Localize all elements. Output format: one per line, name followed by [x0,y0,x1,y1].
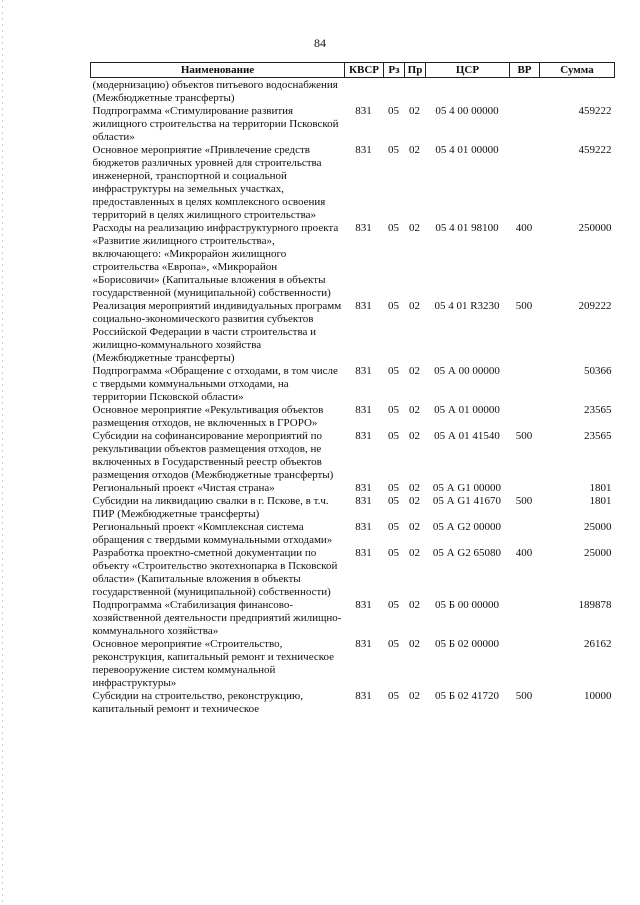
cell-sum: 26162 [584,638,612,650]
table-row [91,430,615,482]
cell-pr: 02 [409,404,420,416]
cell-kvsr: 831 [355,690,372,702]
cell-rz: 05 [388,222,399,234]
cell-rz: 05 [388,105,399,117]
cell-kvsr: 831 [355,547,372,559]
cell-pr: 02 [409,105,420,117]
cell-name: Региональный проект «Чистая страна» [92,482,275,494]
cell-vr: 400 [515,547,533,559]
header-name: Наименование [91,63,345,78]
cell-vr [510,599,540,638]
cell-vr [510,365,540,404]
table-row [91,690,615,716]
cell-csr: 05 4 01 00000 [435,144,499,156]
cell-pr: 02 [409,638,420,650]
table-row [91,105,615,144]
cell-rz: 05 [388,599,399,611]
cell-pr: 02 [409,690,420,702]
table-row [91,222,615,300]
cell-name: Основное мероприятие «Привлечение средств бюджетов различных уровней для строительства инженерной, транспортной и социальной инфраструктуры на земельных участках, предоставленных в целях комплексного освоения территорий в целях жилищного строительства» [92,144,326,221]
header-vr: ВР [510,63,540,78]
cell-vr [510,404,540,430]
cell-kvsr: 831 [355,638,372,650]
cell-rz: 05 [388,365,399,377]
cell-rz: 05 [388,638,399,650]
cell-kvsr [345,78,384,106]
cell-pr: 02 [409,547,420,559]
header-pr: Пр [405,63,426,78]
cell-kvsr: 831 [355,482,372,494]
cell-kvsr: 831 [355,430,372,442]
cell-vr [510,105,540,144]
cell-name: Подпрограмма «Стабилизация финансово-хозяйственной деятельности предприятий жилищно-коммунального хозяйства» [92,599,342,637]
header-sum: Сумма [540,63,615,78]
cell-sum: 250000 [578,222,612,234]
cell-name: Реализация мероприятий индивидуальных программ социально-экономического развития субъектов Российской Федерации в части строительства и жилищно-коммунального хозяйства (Межбюджетные трансферты) [92,300,342,364]
cell-sum: 209222 [578,300,612,312]
cell-vr [510,521,540,547]
cell-name: Субсидии на ликвидацию свалки в г. Пскове, в т.ч. ПИР (Межбюджетные трансферты) [92,495,329,520]
cell-pr: 02 [409,495,420,507]
page-number: 84 [314,36,326,50]
cell-csr: 05 А G1 00000 [432,482,502,494]
table-row [91,365,615,404]
cell-sum: 23565 [584,430,612,442]
cell-name: (модернизацию) объектов питьевого водоснабжения (Межбюджетные трансферты) [92,79,338,104]
cell-vr [510,78,540,106]
cell-kvsr: 831 [355,300,372,312]
cell-csr [426,78,510,106]
table-row [91,404,615,430]
cell-name: Субсидии на строительство, реконструкцию, капитальный ремонт и техническое [92,690,303,715]
cell-name: Подпрограмма «Стимулирование развития жилищного строительства на территории Псковской области» [92,105,339,143]
cell-name: Субсидии на софинансирование мероприятий по рекультивации объектов размещения отходов, не включенных в Государственный реестр объектов размещения отходов (Межбюджетные трансферты) [92,430,334,481]
table-row [91,300,615,365]
cell-csr: 05 А G2 65080 [432,547,502,559]
cell-vr: 500 [515,495,533,507]
cell-kvsr: 831 [355,365,372,377]
cell-pr: 02 [409,430,420,442]
cell-kvsr: 831 [355,599,372,611]
cell-vr: 500 [515,430,533,442]
cell-sum: 25000 [584,547,612,559]
cell-sum: 1801 [589,495,612,507]
table-row [91,144,615,222]
cell-rz: 05 [388,690,399,702]
cell-pr: 02 [409,482,420,494]
table-body [91,78,615,717]
cell-sum: 459222 [578,144,612,156]
table-row [91,547,615,599]
cell-csr: 05 4 00 00000 [435,105,499,117]
cell-kvsr: 831 [355,222,372,234]
cell-csr: 05 А 01 41540 [434,430,500,442]
cell-rz: 05 [388,547,399,559]
cell-vr [510,482,540,495]
table-row [91,482,615,495]
cell-csr: 05 4 01 98100 [435,222,499,234]
cell-sum [540,78,615,106]
cell-rz: 05 [388,144,399,156]
cell-name: Разработка проектно-сметной документации по объекту «Строительство экотехнопарка в Псковской области» (Капитальные вложения в объекты государственной (муниципальной) собственности) [92,547,338,598]
cell-sum: 25000 [584,521,612,533]
header-row [91,63,615,78]
cell-sum: 1801 [589,482,612,494]
cell-csr: 05 4 01 R3230 [434,300,500,312]
scan-edge-artifact [2,0,3,905]
cell-rz: 05 [388,521,399,533]
cell-sum: 10000 [584,690,612,702]
cell-csr: 05 А 00 00000 [434,365,500,377]
cell-pr: 02 [409,300,420,312]
table-row [91,521,615,547]
cell-pr: 02 [409,222,420,234]
cell-sum: 23565 [584,404,612,416]
cell-vr: 400 [515,222,533,234]
cell-rz: 05 [388,404,399,416]
table-row [91,638,615,690]
cell-csr: 05 А G1 41670 [432,495,502,507]
budget-table [90,62,615,716]
cell-name: Основное мероприятие «Строительство, реконструкция, капитальный ремонт и техническое перевооружение систем коммунальной инфраструктуры» [92,638,335,689]
cell-name: Расходы на реализацию инфраструктурного проекта «Развитие жилищного строительства», включающего: «Микрорайон жилищного строительства «Европа», «Микрорайон «Борисовичи» (Капитальные вложения в объекты государственной (муниципальной) собственности) [92,222,339,299]
cell-pr: 02 [409,521,420,533]
cell-pr: 02 [409,599,420,611]
cell-kvsr: 831 [355,404,372,416]
cell-csr: 05 А 01 00000 [434,404,500,416]
cell-csr: 05 Б 00 00000 [434,599,500,611]
header-csr: ЦСР [426,63,510,78]
cell-pr [405,78,426,106]
cell-pr: 02 [409,365,420,377]
cell-pr: 02 [409,144,420,156]
cell-rz: 05 [388,482,399,494]
cell-kvsr: 831 [355,521,372,533]
cell-rz: 05 [388,430,399,442]
cell-kvsr: 831 [355,144,372,156]
cell-sum: 50366 [584,365,612,377]
cell-vr [510,638,540,690]
cell-rz [384,78,405,106]
cell-kvsr: 831 [355,495,372,507]
table-row [91,495,615,521]
cell-csr: 05 А G2 00000 [432,521,502,533]
cell-vr [510,144,540,222]
cell-vr: 500 [515,300,533,312]
cell-name: Основное мероприятие «Рекультивация объектов размещения отходов, не включенных в ГРОРО» [92,404,324,429]
header-kvsr: КВСР [345,63,384,78]
cell-rz: 05 [388,495,399,507]
table-header [91,63,615,78]
cell-rz: 05 [388,300,399,312]
cell-kvsr: 831 [355,105,372,117]
cell-name: Региональный проект «Комплексная система обращения с твердыми коммунальными отходами» [92,521,333,546]
table-row [91,599,615,638]
header-rz: Рз [384,63,405,78]
cell-sum: 189878 [578,599,612,611]
table-row [91,78,615,106]
cell-sum: 459222 [578,105,612,117]
cell-name: Подпрограмма «Обращение с отходами, в том числе с твердыми коммунальными отходами, на территории Псковской области» [92,365,338,403]
cell-vr: 500 [515,690,533,702]
cell-csr: 05 Б 02 41720 [434,690,500,702]
cell-csr: 05 Б 02 00000 [434,638,500,650]
